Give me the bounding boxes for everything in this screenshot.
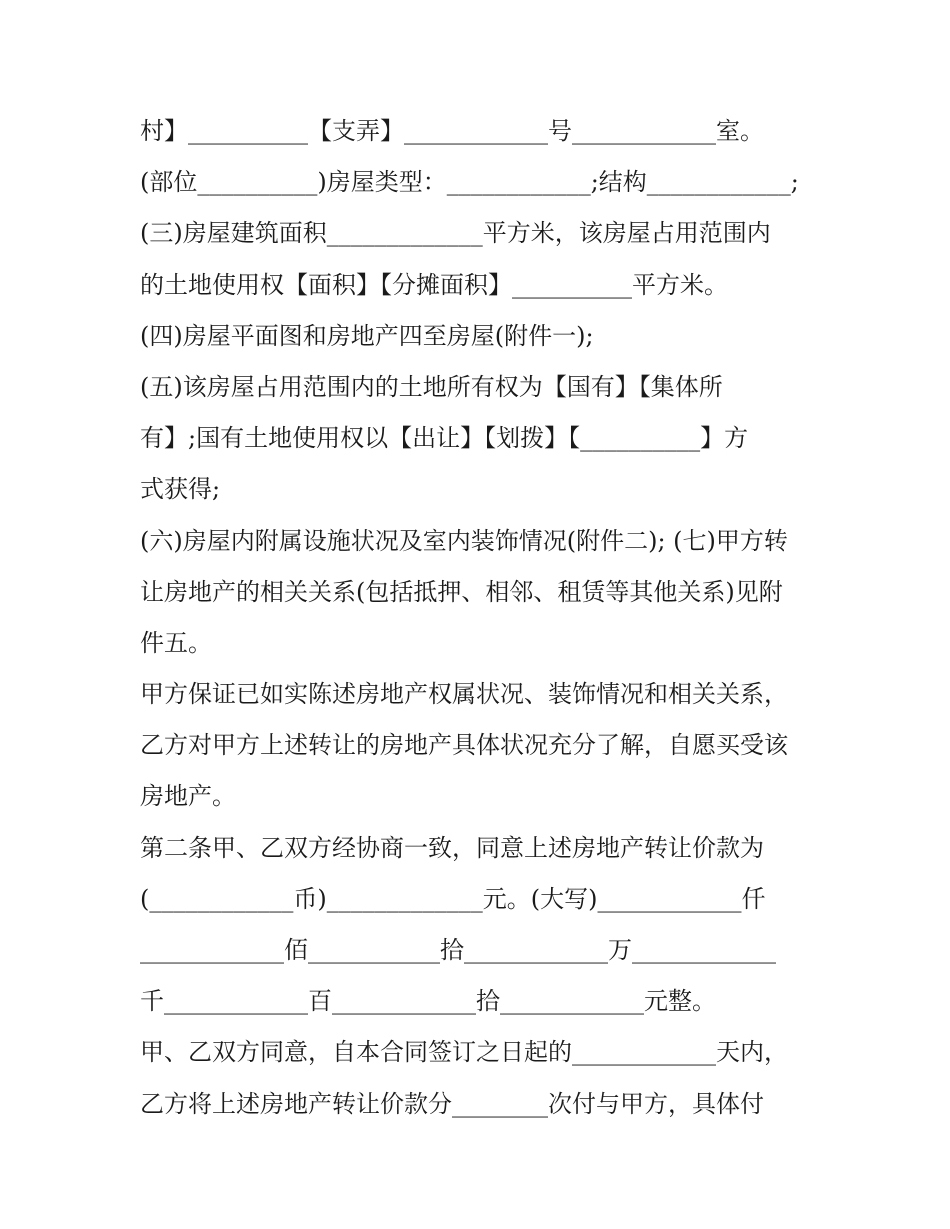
text-line: ____________佰___________拾____________万____________ bbox=[140, 936, 776, 964]
text-line: 村】__________【支弄】____________号____________室。 bbox=[140, 117, 764, 145]
text-line: 甲、乙双方同意，自本合同签订之日起的____________天内， bbox=[140, 1038, 788, 1067]
text-line: 乙方将上述房地产转让价款分________次付与甲方，具体付 bbox=[140, 1089, 764, 1118]
text-line: (部位__________)房屋类型：____________;结构____________; bbox=[140, 168, 799, 197]
text-line: 件五。 bbox=[140, 628, 212, 657]
text-line: 第二条甲、乙双方经协商一致，同意上述房地产转让价款为 bbox=[140, 833, 764, 862]
text-line: (六)房屋内附属设施状况及室内装饰情况(附件二); (七)甲方转 bbox=[140, 526, 788, 555]
text-line: 乙方对甲方上述转让的房地产具体状况充分了解，自愿买受该 bbox=[140, 731, 788, 760]
text-line: 有】;国有土地使用权以【出让】【划拨】【__________】方 bbox=[140, 424, 749, 453]
text-line: 千____________百____________拾____________元整。 bbox=[140, 987, 716, 1016]
text-line: (三)房屋建筑面积_____________平方米，该房屋占用范围内 bbox=[140, 219, 771, 248]
text-line: 房地产。 bbox=[140, 782, 236, 811]
text-line: (____________币)_____________元。(大写)____________仟 bbox=[140, 884, 766, 913]
text-line: 式获得; bbox=[140, 475, 221, 504]
text-line: 甲方保证已如实陈述房地产权属状况、装饰情况和相关关系， bbox=[140, 680, 788, 709]
contract-body bbox=[140, 106, 820, 1130]
text-line: 让房地产的相关关系(包括抵押、相邻、租赁等其他关系)见附 bbox=[140, 577, 783, 606]
text-line: (五)该房屋占用范围内的土地所有权为【国有】【集体所 bbox=[140, 372, 723, 401]
text-line: 的土地使用权【面积】【分摊面积】__________平方米。 bbox=[140, 270, 728, 299]
text-line: (四)房屋平面图和房地产四至房屋(附件一); bbox=[140, 321, 594, 350]
